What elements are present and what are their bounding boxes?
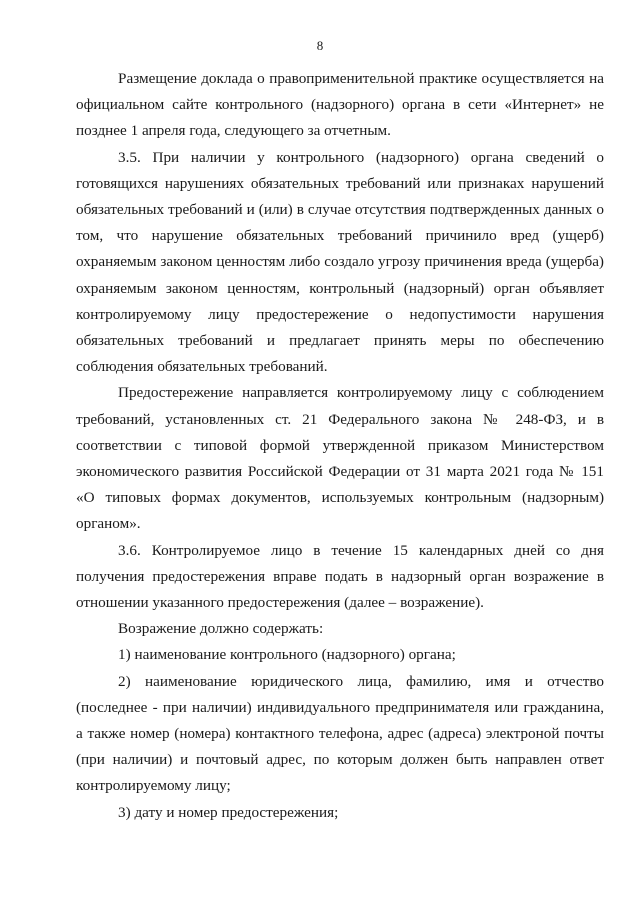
page-number: 8 xyxy=(316,38,324,53)
paragraph-report-publication: Размещение доклада о правоприменительной практике осуществляется на официальном сайте контрольного (надзорного) органа в сети «Интернет» не позднее 1 апреля года, следующего за отчетным. xyxy=(76,70,604,140)
document-body xyxy=(76,66,604,826)
paragraph-warning-delivery: Предостережение направляется контролируемому лицу с соблюдением требований, установленных ст. 21 Федерального закона № 248-ФЗ, и в соответствии с типовой формой утвержденной приказом Министерством экономического развития Российской Федерации от 31 марта 2021 года № 151 «О типовых формах документов, используемых контрольным (надзорным) органом». xyxy=(76,384,604,533)
list-item-2: 2) наименование юридического лица, фамилию, имя и отчество (последнее - при наличии) индивидуального предпринимателя или гражданина, а также номер (номера) контактного телефона, адрес (адреса) электроной почты (при наличии) и почтовый адрес, по которым должен быть направлен ответ контролируемому лицу; xyxy=(76,672,604,795)
list-item-3: 3) дату и номер предостережения; xyxy=(118,803,339,821)
paragraph-3-5-warning: 3.5. При наличии у контрольного (надзорного) органа сведений о готовящихся нарушениях обязательных требований или признаках нарушений обязательных требований и (или) в случае отсутствия подтвержденных данных о том, что нарушение обязательных требований причинило вред (ущерб) охраняемым законом ценностям либо создало угрозу причинения вреда (ущерба) охраняемым законом ценностям, контрольный (надзорный) орган объявляет контролируемому лицу предостережение о недопустимости нарушения обязательных требований и предлагает принять меры по обеспечению соблюдения обязательных требований. xyxy=(76,148,604,376)
paragraph-objection-contents: Возражение должно содержать: xyxy=(118,620,324,638)
list-item-1: 1) наименование контрольного (надзорного) органа; xyxy=(118,646,456,664)
paragraph-3-6-objection: 3.6. Контролируемое лицо в течение 15 календарных дней со дня получения предостережения вправе подать в надзорный орган возражение в отношении указанного предостережения (далее – возражение). xyxy=(76,541,604,612)
